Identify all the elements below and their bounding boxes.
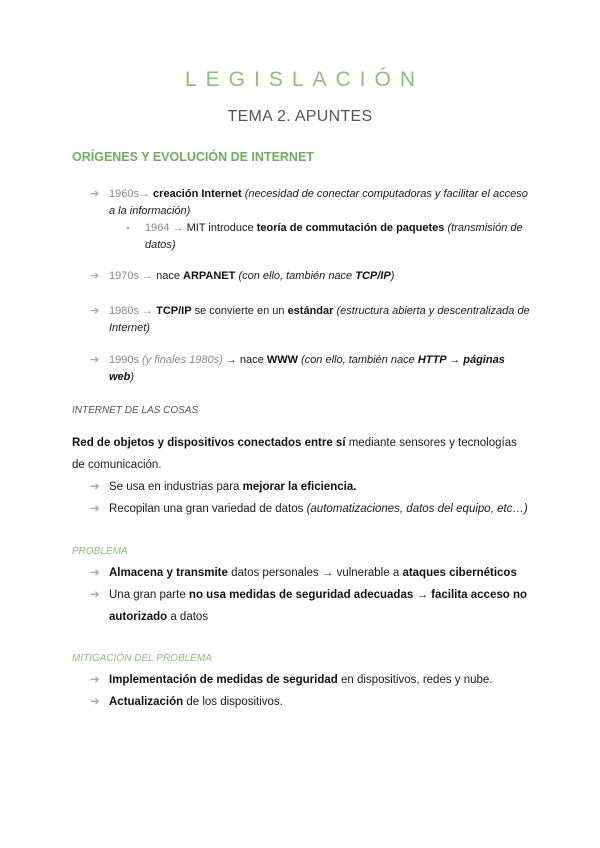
item-text: nace — [156, 270, 180, 282]
list-item — [90, 268, 530, 285]
item-date-note: (y finales 1980s) — [142, 354, 223, 366]
item-bold: Actualización — [109, 696, 184, 708]
item-bold: WWW — [266, 354, 298, 366]
list-item — [90, 562, 530, 584]
right-arrow-icon: ➔ — [90, 696, 100, 708]
dash-marker: - — [126, 222, 130, 234]
list-item — [90, 498, 530, 520]
item-text: a datos — [170, 611, 209, 623]
right-arrow-icon: ➔ — [90, 589, 100, 601]
item-text: → nace — [225, 354, 264, 366]
section-caption-iot: INTERNET DE LAS COSAS — [72, 405, 199, 416]
item-text: en dispositivos, redes y nube. — [341, 674, 493, 686]
item-text: Se usa en industrias para — [109, 481, 240, 493]
item-bold: estándar — [287, 305, 334, 317]
sub-list-item — [126, 220, 530, 254]
list-item — [90, 352, 530, 386]
right-arrow-icon: ➔ — [90, 305, 100, 317]
item-text: Una gran parte — [109, 589, 186, 601]
right-arrow-icon: ➔ — [90, 674, 100, 686]
item-bold: mejorar la eficiencia. — [242, 481, 357, 493]
list-item — [90, 669, 530, 691]
right-arrow-icon: ➔ — [90, 567, 100, 579]
list-item — [90, 186, 530, 220]
item-note: (necesidad de conectar computadoras y facilitar el acceso a la información) — [109, 188, 528, 217]
item-bold: creación Internet — [153, 188, 242, 200]
item-note-end: ) — [390, 270, 395, 282]
right-arrow-icon: ➔ — [90, 503, 100, 515]
item-bold: Implementación de medidas de seguridad — [109, 674, 338, 686]
item-note: (automatizaciones, datos del equipo, etc…) — [306, 503, 528, 515]
item-date: 1970s → — [109, 270, 154, 282]
section-heading-origins: ORÍGENES Y EVOLUCIÓN DE INTERNET — [72, 150, 314, 164]
item-text: Recopilan una gran variedad de datos — [109, 503, 304, 515]
item-note: (transmisión de datos) — [145, 222, 523, 251]
item-text: MIT introduce — [186, 222, 254, 234]
right-arrow-icon: ➔ — [90, 354, 100, 366]
page-title: LEGISLACIÓN — [184, 68, 425, 91]
item-bold: TCP/IP — [156, 305, 192, 317]
list-item — [90, 303, 530, 337]
right-arrow-icon: ➔ — [90, 481, 100, 493]
item-bold: Almacena y transmite — [109, 567, 228, 579]
right-arrow-icon: ➔ — [90, 270, 100, 282]
paragraph-bold: Red de objetos y dispositivos conectados entre sí — [72, 437, 346, 449]
item-note-end: ) — [130, 371, 135, 383]
list-item — [90, 584, 530, 628]
item-date: 1980s → — [109, 305, 154, 317]
paragraph-text: mediante sensores y tecnologías de comunicación. — [72, 437, 517, 471]
item-note: (estructura abierta y descentralizada de Internet) — [109, 305, 530, 334]
item-note-bold: TCP/IP — [355, 270, 391, 282]
list-item — [90, 476, 530, 498]
item-text: datos personales → vulnerable a — [231, 567, 400, 579]
item-text: se convierte en un — [194, 305, 285, 317]
item-bold: teoría de commutación de paquetes — [256, 222, 445, 234]
item-text: de los dispositivos. — [186, 696, 283, 708]
item-note: (con ello, también nace — [238, 270, 353, 282]
page-subtitle: TEMA 2. APUNTES — [227, 108, 373, 125]
item-date: 1960s→ — [109, 188, 150, 200]
right-arrow-icon: ➔ — [90, 188, 100, 200]
item-note-bold: HTTP → páginas web — [109, 354, 505, 383]
item-bold: ataques cibernéticos — [402, 567, 517, 579]
section-caption-mitigation: MITIGACIÓN DEL PROBLEMA — [72, 653, 212, 664]
paragraph-iot — [72, 432, 532, 476]
item-bold: ARPANET — [183, 270, 236, 282]
item-date: 1964 → — [145, 222, 184, 234]
item-note: (con ello, también nace — [301, 354, 415, 366]
section-caption-problem: PROBLEMA — [72, 546, 128, 557]
list-item — [90, 691, 530, 713]
item-date: 1990s — [109, 354, 139, 366]
item-bold: no usa medidas de seguridad adecuadas → facilita acceso no autorizado — [109, 589, 528, 623]
